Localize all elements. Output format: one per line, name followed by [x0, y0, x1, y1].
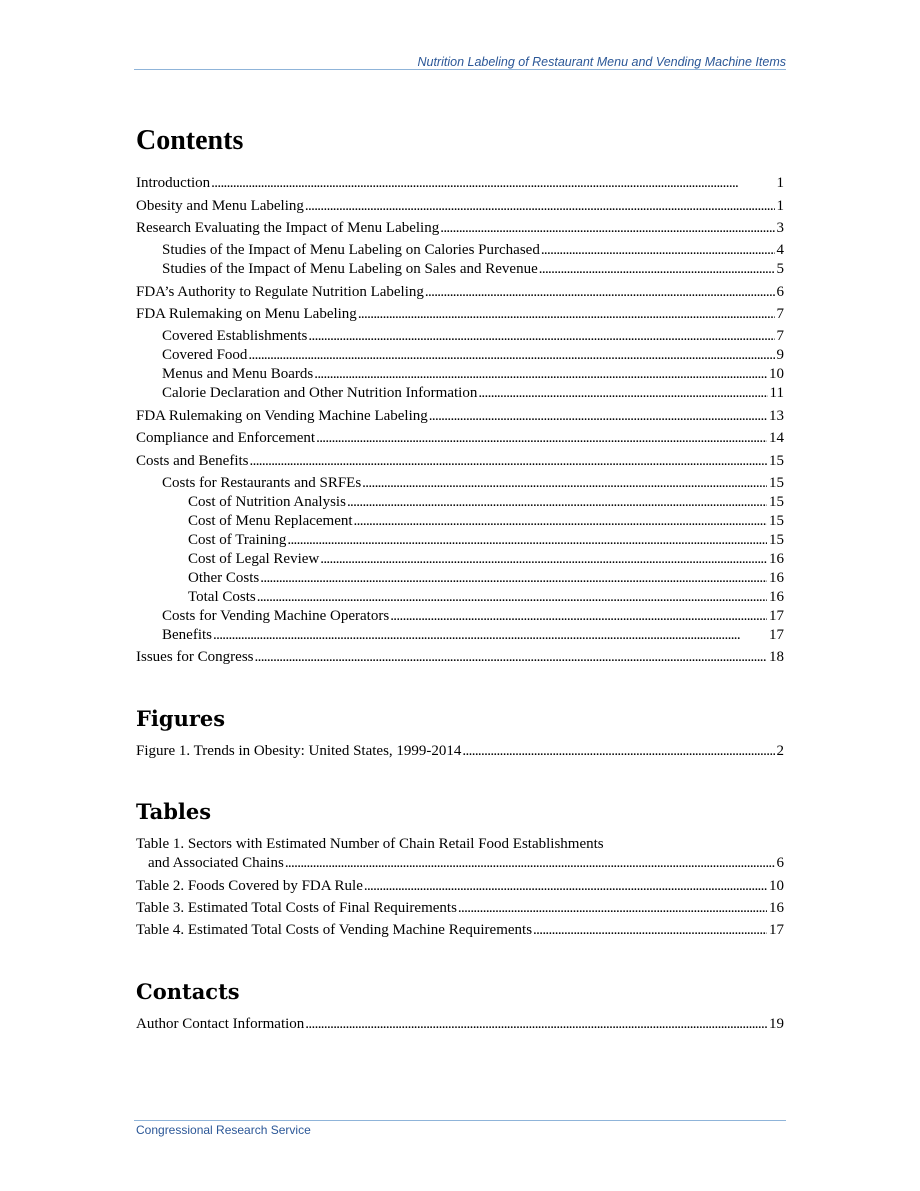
toc-entry-fda-vending-rulemaking[interactable]: FDA Rulemaking on Vending Machine Labeling . . . 13 — [136, 407, 784, 425]
toc-entry-issues-congress[interactable]: Issues for Congress . . . 18 — [136, 648, 784, 666]
toc-entry-calories-purchased[interactable]: Studies of the Impact of Menu Labeling on Calories Purchased . . . 4 — [162, 241, 784, 259]
toc-entry-cost-legal-review[interactable]: Cost of Legal Review . . . 16 — [188, 550, 784, 568]
toc-entry-total-costs[interactable]: Total Costs . . . 16 — [188, 588, 784, 606]
running-footer: Congressional Research Service — [136, 1123, 311, 1137]
toc-entry-table-3[interactable]: Table 3. Estimated Total Costs of Final Requirements . . . 16 — [136, 899, 784, 917]
toc-entry-figure-1[interactable]: Figure 1. Trends in Obesity: United States, 1999-2014 . . . 2 — [136, 742, 784, 760]
toc-entry-cost-training[interactable]: Cost of Training . . . 15 — [188, 531, 784, 549]
figures-heading: Figures — [136, 706, 226, 731]
toc-entry-table-1[interactable]: and Associated Chains . . . 6 — [148, 854, 784, 872]
toc-entry-introduction[interactable]: Introduction . . . 1 — [136, 174, 784, 192]
toc-entry-cost-menu-replacement[interactable]: Cost of Menu Replacement . . . 15 — [188, 512, 784, 530]
toc-entry-author-contact[interactable]: Author Contact Information . . . 19 — [136, 1015, 784, 1033]
toc-entry-table-1-line1[interactable]: Table 1. Sectors with Estimated Number of Chain Retail Food Establishments — [136, 836, 604, 852]
toc-entry-fda-menu-rulemaking[interactable]: FDA Rulemaking on Menu Labeling . . . 7 — [136, 305, 784, 323]
contacts-heading: Contacts — [136, 979, 240, 1004]
toc-entry-benefits[interactable]: Benefits . . . 17 — [162, 626, 784, 644]
toc-entry-covered-food[interactable]: Covered Food . . . 9 — [162, 346, 784, 364]
contents-heading: Contents — [136, 125, 244, 156]
toc-entry-costs-restaurants[interactable]: Costs for Restaurants and SRFEs . . . 15 — [162, 474, 784, 492]
header-rule — [134, 69, 786, 70]
toc-entry-menus-boards[interactable]: Menus and Menu Boards . . . 10 — [162, 365, 784, 383]
toc-entry-table-4[interactable]: Table 4. Estimated Total Costs of Vending Machine Requirements . . . 17 — [136, 921, 784, 939]
toc-entry-research[interactable]: Research Evaluating the Impact of Menu Labeling . . . 3 — [136, 219, 784, 237]
toc-entry-obesity[interactable]: Obesity and Menu Labeling . . . 1 — [136, 197, 784, 215]
toc-entry-calorie-declaration[interactable]: Calorie Declaration and Other Nutrition Information . . . 11 — [162, 384, 784, 402]
toc-entry-table-2[interactable]: Table 2. Foods Covered by FDA Rule . . . 10 — [136, 877, 784, 895]
tables-heading: Tables — [136, 799, 212, 824]
toc-entry-compliance[interactable]: Compliance and Enforcement . . . 14 — [136, 429, 784, 447]
toc-entry-sales-revenue[interactable]: Studies of the Impact of Menu Labeling on Sales and Revenue . . . 5 — [162, 260, 784, 278]
toc-entry-cost-nutrition-analysis[interactable]: Cost of Nutrition Analysis . . . 15 — [188, 493, 784, 511]
toc-entry-fda-authority[interactable]: FDA’s Authority to Regulate Nutrition Labeling . . . 6 — [136, 283, 784, 301]
toc-entry-costs-benefits[interactable]: Costs and Benefits . . . 15 — [136, 452, 784, 470]
running-header: Nutrition Labeling of Restaurant Menu and Vending Machine Items — [417, 55, 786, 69]
footer-rule — [134, 1120, 786, 1121]
toc-entry-costs-vending[interactable]: Costs for Vending Machine Operators . . . 17 — [162, 607, 784, 625]
toc-entry-covered-establishments[interactable]: Covered Establishments . . . 7 — [162, 327, 784, 345]
toc-entry-other-costs[interactable]: Other Costs . . . 16 — [188, 569, 784, 587]
